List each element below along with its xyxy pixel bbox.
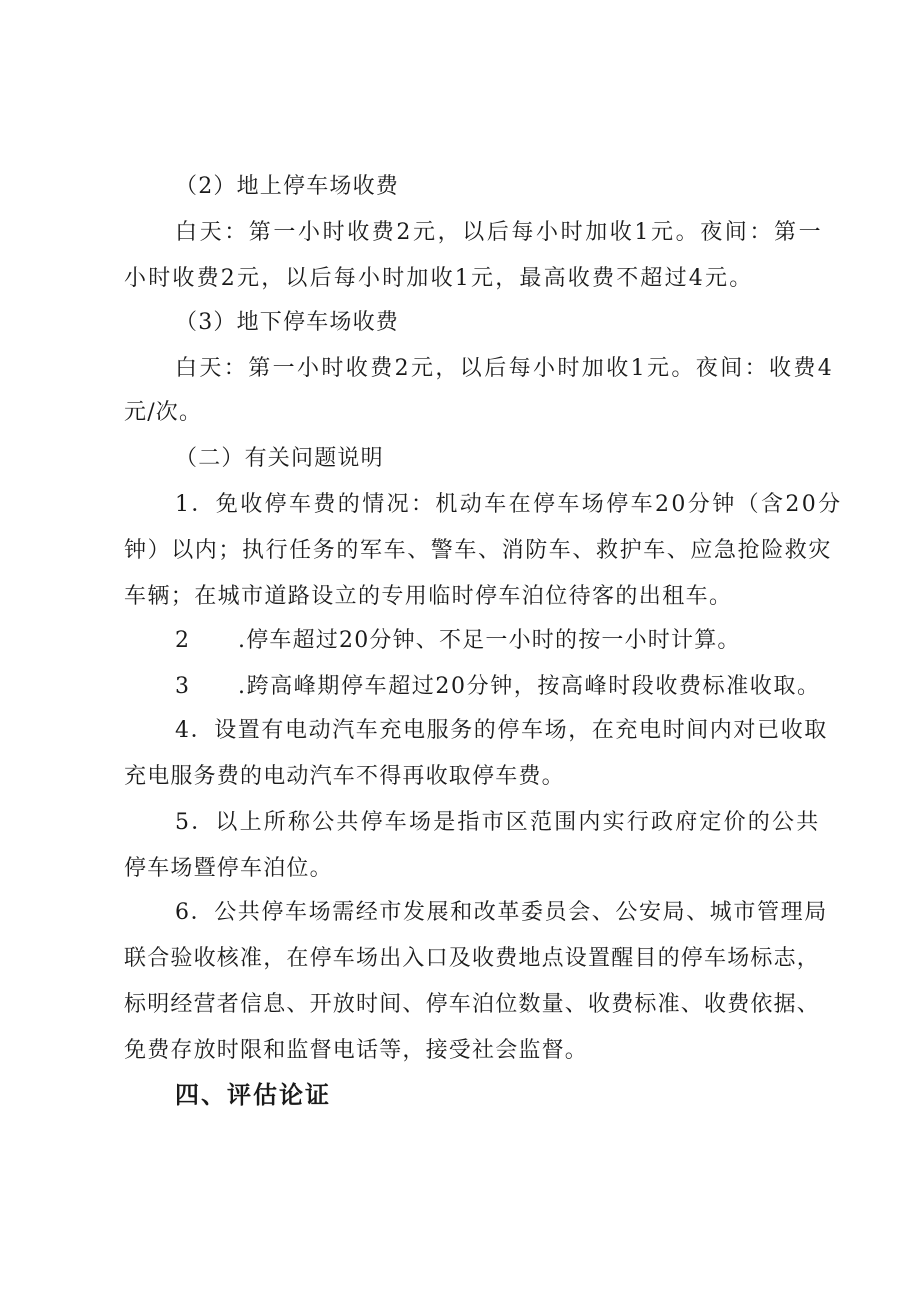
item3-number: 3 [175, 674, 191, 699]
item5-line2: 停车场暨停车泊位。 [124, 856, 333, 881]
sub3-text-line2: 元/次。 [124, 400, 203, 425]
sub2-title: （2）地上停车场收费 [175, 174, 399, 199]
section2-title: （二）有关问题说明 [175, 446, 384, 471]
item2-text: .停车超过20分钟、不足一小时的按一小时计算。 [238, 628, 741, 653]
item4-line1: 4．设置有电动汽车充电服务的停车场，在充电时间内对已收取 [175, 718, 828, 743]
sub2-text-line2: 小时收费2元，以后每小时加收1元，最高收费不超过4元。 [124, 266, 754, 291]
item3-text: .跨高峰期停车超过20分钟，按高峰时段收费标准收取。 [238, 674, 821, 699]
item1-line1: 1．免收停车费的情况：机动车在停车场停车20分钟（含20分 [175, 492, 843, 517]
item1-line3: 车辆；在城市道路设立的专用临时停车泊位待客的出租车。 [124, 584, 733, 609]
item6-line3: 标明经营者信息、开放时间、停车泊位数量、收费标准、收费依据、 [124, 992, 821, 1017]
item4-line2: 充电服务费的电动汽车不得再收取停车费。 [124, 764, 565, 789]
item6-line4: 免费存放时限和监督电话等，接受社会监督。 [124, 1038, 589, 1063]
item6-line1: 6．公共停车场需经市发展和改革委员会、公安局、城市管理局 [175, 900, 828, 925]
sub3-title: （3）地下停车场收费 [175, 310, 399, 335]
section4-heading: 四、评估论证 [175, 1081, 331, 1109]
sub2-text-line1: 白天：第一小时收费2元，以后每小时加收1元。夜间：第一 [175, 220, 824, 245]
item6-line2: 联合验收核准，在停车场出入口及收费地点设置醒目的停车场标志， [124, 946, 821, 971]
item2-number: 2 [175, 628, 191, 653]
item1-line2: 钟）以内；执行任务的军车、警车、消防车、救护车、应急抢险救灾 [124, 538, 833, 563]
item5-line1: 5．以上所称公共停车场是指市区范围内实行政府定价的公共 [175, 810, 821, 835]
sub3-text-line1: 白天：第一小时收费2元，以后每小时加收1元。夜间：收费4 [175, 356, 835, 381]
